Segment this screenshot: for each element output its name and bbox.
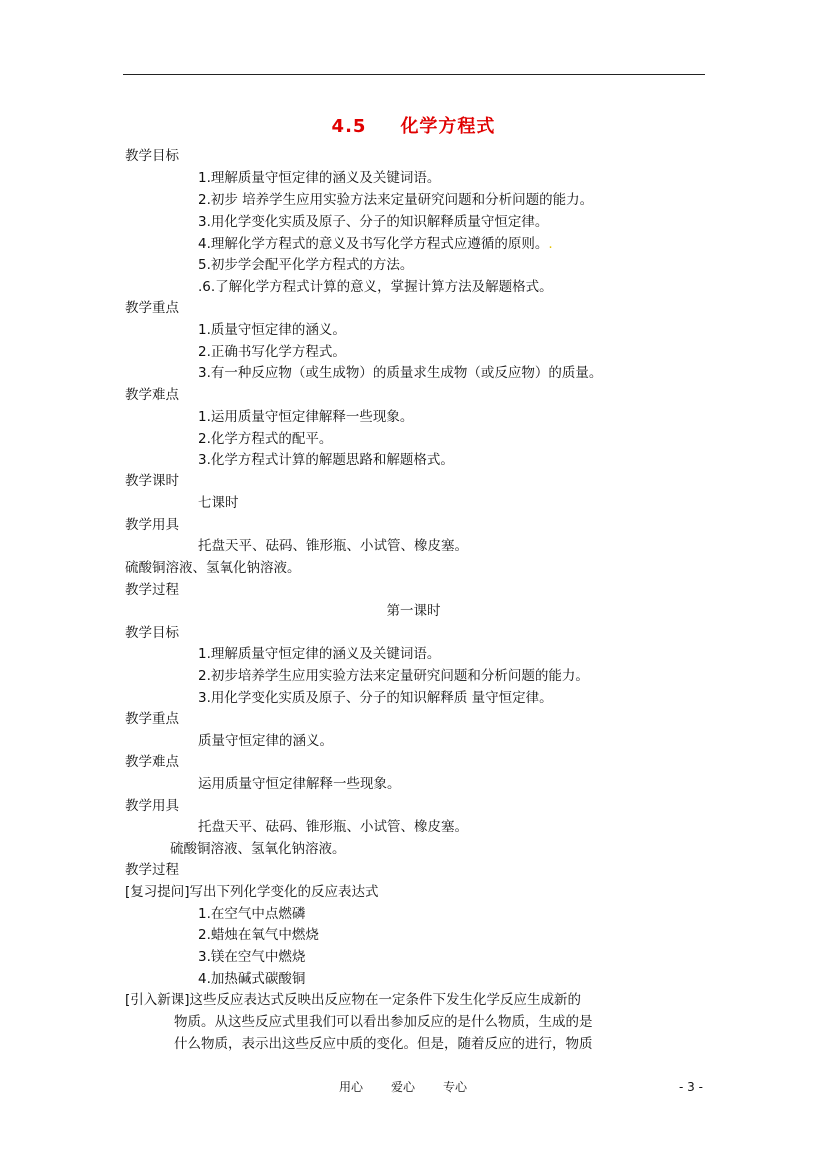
- key-item: 1.质量守恒定律的涵义。: [198, 322, 346, 338]
- lesson-tools-line: 托盘天平、砝码、锥形瓶、小试管、橡皮塞。: [198, 819, 468, 835]
- goal-item: .6.了解化学方程式计算的意义，掌握计算方法及解题格式。: [198, 279, 553, 295]
- lesson-difficult-item: 运用质量守恒定律解释一些现象。: [198, 776, 401, 792]
- section-heading-difficult: 教学难点: [125, 387, 179, 403]
- intro-paragraph-line: 什么物质，表示出这些反应中质的变化。但是，随着反应的进行，物质: [174, 1036, 593, 1052]
- goal-item-text: 4.理解化学方程式的意义及书写化学方程式应遵循的原则。: [198, 236, 549, 252]
- review-item: 2.蜡烛在氧气中燃烧: [198, 927, 319, 943]
- section-heading-process: 教学过程: [125, 582, 179, 598]
- difficult-item: 3.化学方程式计算的解题思路和解题格式。: [198, 452, 454, 468]
- section-heading-goals: 教学目标: [125, 148, 179, 164]
- lesson-heading-difficult: 教学难点: [125, 754, 179, 770]
- review-item: 4.加热碱式碳酸铜: [198, 971, 306, 987]
- intro-paragraph-line: [引入新课]这些反应表达式反映出反应物在一定条件下发生化学反应生成新的: [125, 992, 582, 1008]
- goal-item: [198, 235, 553, 253]
- review-item: 3.镁在空气中燃烧: [198, 949, 306, 965]
- tools-line: 硫酸铜溶液、氢氧化钠溶液。: [125, 560, 301, 576]
- goal-item: 3.用化学变化实质及原子、分子的知识解释质量守恒定律。: [198, 214, 549, 230]
- footer-motto: 用心: [339, 1080, 364, 1094]
- section-heading-tools: 教学用具: [125, 517, 179, 533]
- hours-value: 七课时: [198, 495, 239, 511]
- goal-item-mark: .: [548, 236, 553, 252]
- lesson-goal-item: 1.理解质量守恒定律的涵义及关键词语。: [198, 646, 441, 662]
- tools-line: 托盘天平、砝码、锥形瓶、小试管、橡皮塞。: [198, 538, 468, 554]
- title-text: 化学方程式: [400, 116, 496, 137]
- header-rule: [123, 74, 705, 75]
- lesson-heading-tools: 教学用具: [125, 798, 179, 814]
- footer-mottos: [339, 1079, 495, 1095]
- footer-motto: 爱心: [391, 1080, 416, 1094]
- goal-item: 2.初步 培养学生应用实验方法来定量研究问题和分析问题的能力。: [198, 192, 594, 208]
- review-item: 1.在空气中点燃磷: [198, 906, 306, 922]
- goal-item: 5.初步学会配平化学方程式的方法。: [198, 257, 414, 273]
- review-prompt: [复习提问]写出下列化学变化的反应表达式: [125, 884, 379, 900]
- footer-motto: 专心: [443, 1080, 468, 1094]
- key-item: 2.正确书写化学方程式。: [198, 344, 346, 360]
- lesson-key-item: 质量守恒定律的涵义。: [198, 733, 333, 749]
- lesson-goal-item: 2.初步培养学生应用实验方法来定量研究问题和分析问题的能力。: [198, 668, 589, 684]
- lesson-goal-item: 3.用化学变化实质及原子、分子的知识解释质 量守恒定律。: [198, 690, 553, 706]
- section-heading-keys: 教学重点: [125, 300, 179, 316]
- title-number: 4.5: [331, 116, 367, 137]
- page-title: [0, 112, 827, 138]
- goal-item: 1.理解质量守恒定律的涵义及关键词语。: [198, 170, 441, 186]
- intro-paragraph-line: 物质。从这些反应式里我们可以看出参加反应的是什么物质，生成的是: [174, 1014, 593, 1030]
- lesson-tools-line: 硫酸铜溶液、氢氧化钠溶液。: [170, 841, 346, 857]
- lesson-heading-goals: 教学目标: [125, 625, 179, 641]
- lesson-heading-keys: 教学重点: [125, 711, 179, 727]
- lesson-heading-process: 教学过程: [125, 862, 179, 878]
- key-item: 3.有一种反应物（或生成物）的质量求生成物（或反应物）的质量。: [198, 365, 603, 381]
- difficult-item: 1.运用质量守恒定律解释一些现象。: [198, 409, 414, 425]
- lesson-title: 第一课时: [386, 603, 441, 619]
- page-number: - 3 -: [679, 1080, 703, 1094]
- section-heading-hours: 教学课时: [125, 473, 179, 489]
- difficult-item: 2.化学方程式的配平。: [198, 431, 333, 447]
